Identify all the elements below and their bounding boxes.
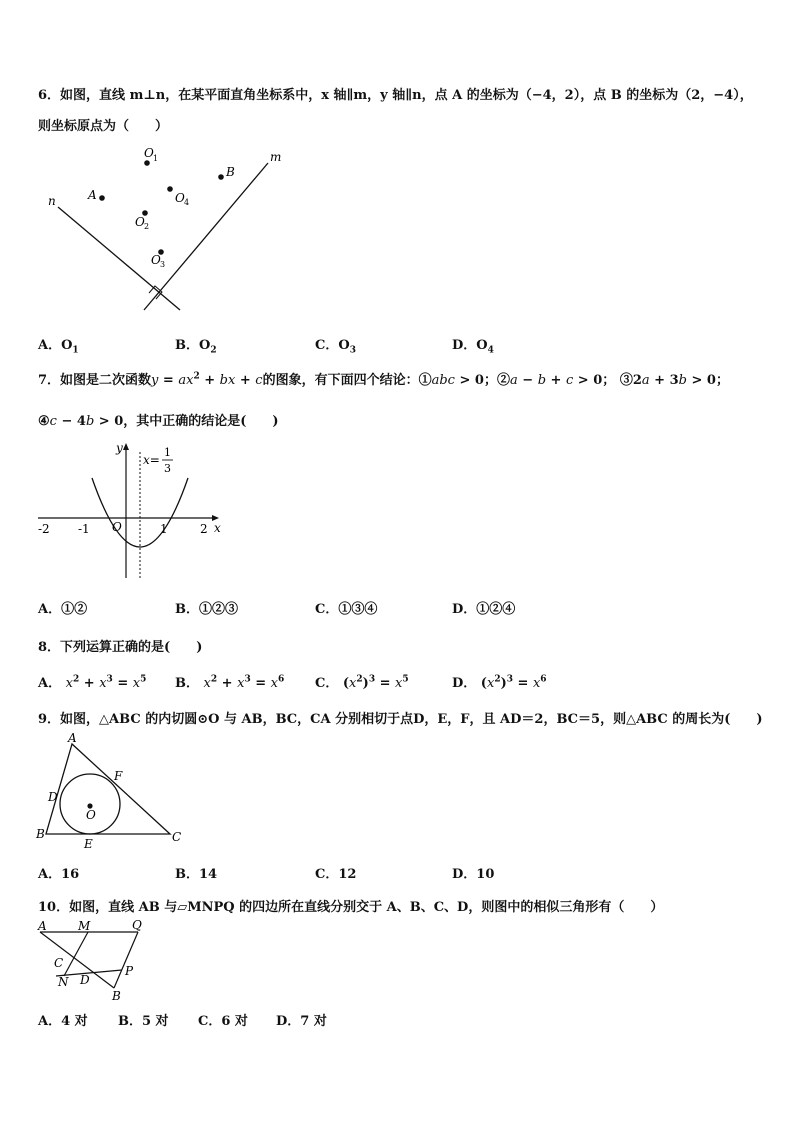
- q7-stem-line1: 7．如图是二次函数$y = ax^2$ + bx + c的图象，有下面四个结论：①abc > 0；②a − b + c > 0； ③2a + 3b > 0；: [38, 371, 729, 388]
- q9-option-a[interactable]: A．16: [38, 867, 80, 882]
- q6-option-a[interactable]: A．$O_1$: [38, 338, 79, 356]
- q10-option-d[interactable]: D．7 对: [276, 1014, 327, 1029]
- label-O: O: [86, 808, 96, 822]
- q8-option-d[interactable]: D． $(x^2)^3 = x^6$: [452, 674, 547, 691]
- label-D: D: [80, 973, 90, 987]
- point-B: [218, 174, 224, 180]
- label-A: A: [68, 731, 77, 745]
- q10-option-c[interactable]: C．6 对: [198, 1014, 248, 1029]
- label-P: P: [125, 964, 134, 978]
- label-B: B: [226, 165, 235, 179]
- label-O2-sub: 2: [144, 222, 150, 231]
- line-AB: [40, 932, 114, 988]
- label-den: 3: [164, 462, 171, 475]
- label-Q: Q: [132, 918, 142, 932]
- q8-option-b[interactable]: B． $x^2 + x^3 = x^6$: [175, 674, 285, 691]
- label-M: M: [78, 919, 91, 933]
- q10-figure: [34, 918, 154, 1002]
- q10-option-b[interactable]: B．5 对: [118, 1014, 169, 1029]
- label-O2: O: [135, 215, 145, 229]
- label-num: 1: [164, 446, 171, 459]
- point-O1: [144, 160, 150, 166]
- label-D: D: [48, 790, 58, 804]
- q6-option-d[interactable]: D．$O_4$: [452, 338, 494, 356]
- label-A: A: [88, 188, 97, 202]
- q7-option-a[interactable]: A．①②: [38, 602, 88, 617]
- q6-stem-line2: 则坐标原点为（ ）: [38, 119, 169, 134]
- q9-option-d[interactable]: D．10: [452, 867, 495, 882]
- label-C: C: [54, 956, 64, 970]
- tick-neg1: -1: [78, 522, 90, 536]
- line-MN: [64, 932, 88, 976]
- tick-1: 1: [160, 522, 168, 536]
- q7-option-d[interactable]: D．①②④: [452, 602, 516, 617]
- label-O4-sub: 4: [184, 198, 190, 207]
- q8-stem: 8．下列运算正确的是( ): [38, 640, 203, 655]
- line-QB: [114, 932, 138, 988]
- label-B: B: [36, 827, 45, 841]
- label-x: x: [214, 521, 221, 535]
- label-O1-sub: 1: [153, 154, 159, 163]
- point-O4: [167, 186, 173, 192]
- line-n: [58, 207, 180, 310]
- y-axis-arrow: [123, 443, 129, 450]
- label-A: A: [38, 919, 47, 933]
- q9-figure: [32, 730, 192, 850]
- q10-option-a[interactable]: A．4 对: [38, 1014, 88, 1029]
- q6-stem-line1: 6．如图，直线 m⊥n，在某平面直角坐标系中，x 轴∥m，y 轴∥n，点 A 的坐标为（−4，2），点 B 的坐标为（2，−4），: [38, 88, 753, 103]
- line-m: [144, 163, 268, 310]
- q7-stem-line2: ④c − 4b > 0，其中正确的结论是( ): [38, 414, 279, 429]
- q8-option-a[interactable]: A． $x^2 + x^3 = x^5$: [38, 674, 147, 691]
- label-O3: O: [151, 253, 161, 267]
- label-y: y: [116, 441, 123, 455]
- q9-option-c[interactable]: C．12: [315, 867, 357, 882]
- label-O1: O: [144, 146, 154, 160]
- q8-option-c[interactable]: C． $(x^2)^3 = x^5$: [315, 674, 409, 691]
- label-N: N: [58, 975, 69, 989]
- label-O3-sub: 3: [160, 260, 166, 269]
- point-A: [99, 195, 105, 201]
- q7-option-c[interactable]: C．①③④: [315, 602, 378, 617]
- label-n: n: [48, 194, 56, 208]
- tick-neg2: -2: [38, 522, 50, 536]
- label-m: m: [270, 150, 282, 164]
- tick-2: 2: [200, 522, 208, 536]
- label-xeq: x=: [143, 453, 160, 467]
- q9-stem: 9．如图，△ABC 的内切圆⊙O 与 AB，BC，CA 分别相切于点D，E，F，且 AD＝2，BC＝5，则△ABC 的周长为( ): [38, 712, 763, 727]
- q7-option-b[interactable]: B．①②③: [175, 602, 238, 617]
- q10-stem: 10．如图，直线 AB 与▱MNPQ 的四边所在直线分别交于 A、B、C、D，则图中的相似三角形有（ ）: [38, 900, 664, 915]
- q6-option-b[interactable]: B．$O_2$: [175, 338, 217, 356]
- label-O4: O: [175, 191, 185, 205]
- label-E: E: [84, 837, 93, 850]
- label-origin: O: [112, 520, 122, 534]
- q6-option-c[interactable]: C．$O_3$: [315, 338, 356, 356]
- q6-figure: [38, 145, 298, 315]
- label-C: C: [172, 830, 182, 844]
- q9-option-b[interactable]: B．14: [175, 867, 218, 882]
- q7-figure: [32, 438, 232, 583]
- label-F: F: [114, 769, 123, 783]
- label-B: B: [112, 989, 121, 1002]
